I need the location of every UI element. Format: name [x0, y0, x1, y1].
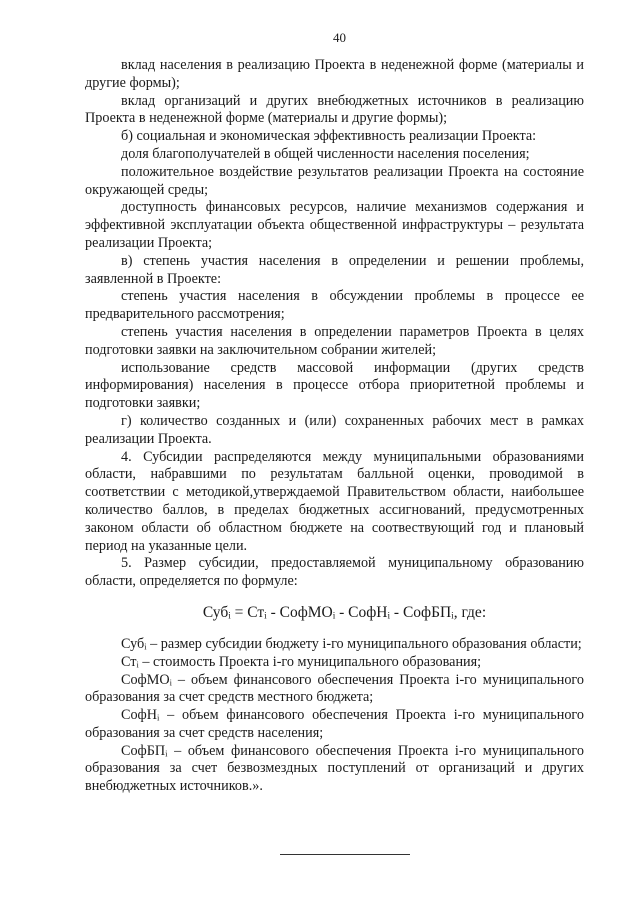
formula: Субᵢ = Стᵢ - СофМОᵢ - СофНᵢ - СофБПᵢ, где: [202, 603, 487, 621]
paragraph: степень участия населения в определении параметров Проекта в целях подготовки заявки на заключительном собрании жителей; [85, 323, 584, 358]
definition: СофНᵢ – объем финансового обеспечения Проекта i-го муниципального образования за счет средств населения; [85, 707, 584, 741]
paragraph: доля благополучателей в общей численности населения поселения; [121, 145, 530, 162]
paragraph: 5. Размер субсидии, предоставляемой муниципальному образованию области, определяется по формуле: [85, 555, 584, 590]
paragraph: б) социальная и экономическая эффективность реализации Проекта: [121, 128, 537, 145]
definition: СофМОᵢ – объем финансового обеспечения Проекта i-го муниципального образования за счет средств местного бюджета; [85, 671, 584, 706]
definition: Субᵢ – размер субсидии бюджету i-го муниципального образования области; [121, 635, 582, 652]
definition: Стᵢ – стоимость Проекта i-го муниципального образования; [121, 653, 482, 670]
paragraph: положительное воздействие результатов реализации Проекта на состояние окружающей среды; [85, 163, 584, 198]
paragraph: вклад населения в реализацию Проекта в неденежной форме (материалы и другие формы); [85, 57, 584, 91]
definition: СофБПᵢ – объем финансового обеспечения Проекта i-го муниципального образования за счет безвозмездных поступлений от организаций и других внебюджетных источников.». [85, 742, 584, 795]
paragraph: в) степень участия населения в определении и решении проблемы, заявленной в Проекте: [85, 252, 584, 287]
paragraph: 4. Субсидии распределяются между муниципальными образованиями области, набравшими по результатам балльной оценки, проводимой в соответствии с методикой,утверждаемой Правительством области, наибольшее количество баллов, в пределах бюджетных ассигнований, предусмотренных законом области об областном бюджете на соотвествующий год и плановый период на указанные цели. [85, 448, 584, 554]
paragraph: доступность финансовых ресурсов, наличие механизмов содержания и эффективной эксплуатации объекта общественной инфраструктуры – результата реализации Проекта; [85, 199, 584, 251]
paragraph: степень участия населения в обсуждении проблемы в процессе ее предварительного рассмотрения; [85, 288, 584, 323]
end-divider [280, 854, 410, 855]
page-number: 40 [333, 30, 346, 45]
paragraph: вклад организаций и других внебюджетных источников в реализацию Проекта в неденежной форме (материалы и другие формы); [85, 92, 584, 127]
paragraph: г) количество созданных и (или) сохраненных рабочих мест в рамках реализации Проекта. [85, 412, 584, 447]
paragraph: использование средств массовой информации (других средств информирования) населения в процессе отбора приоритетной проблемы и подготовки заявки; [85, 359, 584, 412]
